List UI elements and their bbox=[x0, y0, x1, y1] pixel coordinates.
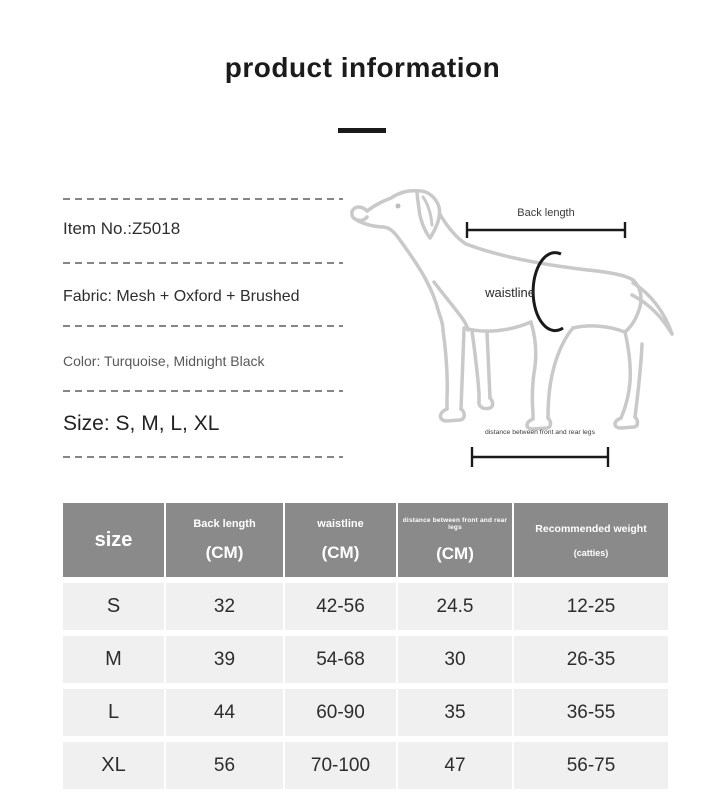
cell-size-xl: XL bbox=[63, 742, 164, 789]
header-cell-back-length: Back length (CM) bbox=[166, 503, 283, 577]
spec-color: Color: Turquoise, Midnight Black bbox=[63, 353, 265, 369]
size-table bbox=[63, 503, 668, 789]
cell-size-m: M bbox=[63, 636, 164, 683]
cell-waistline-m: 54-68 bbox=[285, 636, 396, 683]
cell-weight-m: 26-35 bbox=[514, 636, 668, 683]
header-cell-size: size bbox=[63, 503, 164, 577]
cell-distance-xl: 47 bbox=[398, 742, 512, 789]
cell-waistline-s: 42-56 bbox=[285, 583, 396, 630]
cell-distance-l: 35 bbox=[398, 689, 512, 736]
cell-weight-l: 36-55 bbox=[514, 689, 668, 736]
dog-eye bbox=[396, 204, 401, 209]
dashed-divider bbox=[63, 456, 343, 458]
spec-fabric: Fabric: Mesh + Oxford + Brushed bbox=[63, 288, 300, 305]
cell-back-length-m: 39 bbox=[166, 636, 283, 683]
dashed-divider bbox=[63, 198, 343, 200]
waistline-label: waistline bbox=[485, 285, 535, 300]
dashed-divider bbox=[63, 390, 343, 392]
dog-ear bbox=[417, 191, 440, 238]
cell-size-l: L bbox=[63, 689, 164, 736]
header-cell-distance: distance between front and rear legs (CM) bbox=[398, 503, 512, 577]
cell-back-length-s: 32 bbox=[166, 583, 283, 630]
header-cell-waistline: waistline (CM) bbox=[285, 503, 396, 577]
title-underline bbox=[338, 128, 386, 133]
dashed-divider bbox=[63, 262, 343, 264]
cell-waistline-xl: 70-100 bbox=[285, 742, 396, 789]
header-cell-recommended-weight: Recommended weight (catties) bbox=[514, 503, 668, 577]
spec-item-no: Item No.:Z5018 bbox=[63, 219, 181, 238]
back-length-label: Back length bbox=[517, 207, 575, 219]
dog-measurement-diagram bbox=[345, 180, 725, 490]
cell-distance-s: 24.5 bbox=[398, 583, 512, 630]
cell-weight-s: 12-25 bbox=[514, 583, 668, 630]
cell-distance-m: 30 bbox=[398, 636, 512, 683]
cell-weight-xl: 56-75 bbox=[514, 742, 668, 789]
distance-label: distance between front and rear legs bbox=[485, 429, 595, 436]
cell-back-length-l: 44 bbox=[166, 689, 283, 736]
dashed-divider bbox=[63, 325, 343, 327]
page-title: product information bbox=[224, 52, 501, 83]
cell-back-length-xl: 56 bbox=[166, 742, 283, 789]
cell-size-s: S bbox=[63, 583, 164, 630]
spec-size: Size: S, M, L, XL bbox=[63, 412, 220, 435]
cell-waistline-l: 60-90 bbox=[285, 689, 396, 736]
